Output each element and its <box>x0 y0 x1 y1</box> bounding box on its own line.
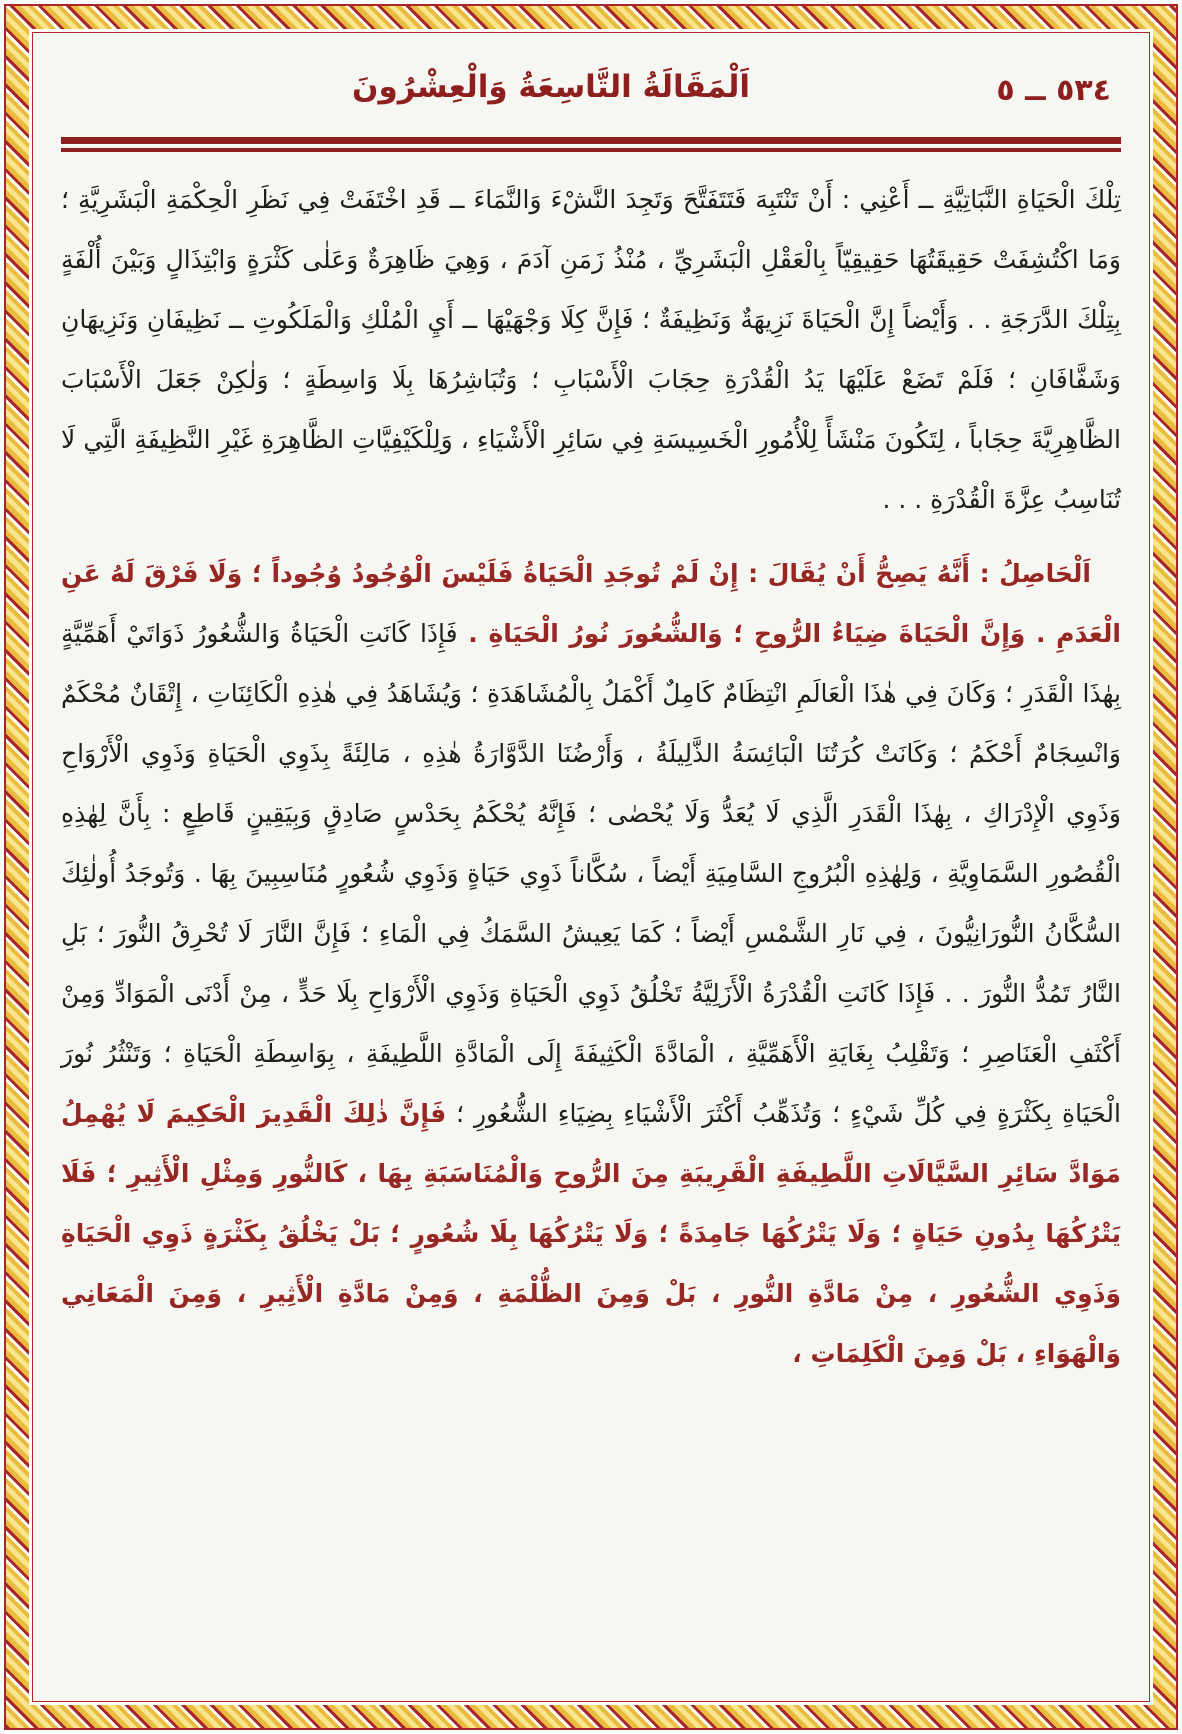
page-title: اَلْمَقَالَةُ التَّاسِعَةُ وَالْعِشْرُونَ <box>352 69 750 105</box>
body-text <box>61 170 1121 1384</box>
page-number: ٥٣٤ ــ ٥ <box>996 73 1111 108</box>
header-divider <box>61 137 1121 152</box>
divider-thick-line <box>61 137 1121 144</box>
page-content-panel <box>32 32 1150 1702</box>
paragraph-1: تِلْكَ الْحَيَاةِ النَّبَاتِيَّةِ ــ أَعْنِي : أَنْ تَنْتَبِهَ فَتَتَفَتَّحَ وَتَجِدَ النَّشْءَ وَالنَّمَاءَ ــ قَدِ اخْتَفَتْ فِي نَظَرِ الْحِكْمَةِ الْبَشَرِيَّةِ ؛ وَمَا اكْتُشِفَتْ حَقِيقَتُهَا حَقِيقِيّاً بِالْعَقْلِ الْبَشَرِيِّ ، مُنْذُ زَمَنِ آدَمَ ، وَهِيَ ظَاهِرَةٌ وَعَلٰى كَثْرَةٍ وَابْتِذَالٍ وَبَيْنَ أُلْفَةٍ بِتِلْكَ الدَّرَجَةِ . . وَأَيْضاً إِنَّ الْحَيَاةَ نَزِيهَةٌ وَنَظِيفَةٌ ؛ فَإِنَّ كِلَا وَجْهَيْهَا ــ أَيِ الْمُلْكِ وَالْمَلَكُوتِ ــ نَظِيفَانِ وَنَزِيهَانِ وَشَفَّافَانِ ؛ فَلَمْ تَضَعْ عَلَيْهَا يَدُ الْقُدْرَةِ حِجَابَ الْأَسْبَابِ ؛ وَتُبَاشِرُهَا بِلَا وَاسِطَةٍ ؛ وَلٰكِنْ جَعَلَ الْأَسْبَابَ الظَّاهِرِيَّةَ حِجَاباً ، لِتَكُونَ مَنْشَأً لِلْأُمُورِ الْخَسِيسَةِ فِي سَائِرِ الْأَشْيَاءِ ، وَلِلْكَيْفِيَّاتِ الظَّاهِرَةِ غَيْرِ النَّظِيفَةِ الَّتِي لَا تُنَاسِبُ عِزَّةَ الْقُدْرَةِ . . . <box>61 185 1121 514</box>
paragraph-2 <box>61 544 1121 1384</box>
paragraph-2-red-lead: اَلْحَاصِلُ : أَنَّهُ يَصِحُّ أَنْ يُقَالَ : إِنْ لَمْ تُوجَدِ الْحَيَاةُ فَلَيْسَ الْوُجُودُ وُجُوداً ؛ وَلَا فَرْقَ لَهُ عَنِ الْعَدَمِ . وَإِنَّ الْحَيَاةَ ضِيَاءُ الرُّوحِ ؛ وَالشُّعُورَ نُورُ الْحَيَاةِ . <box>61 559 1121 648</box>
paragraph-2-black-body: فَإِذَا كَانَتِ الْحَيَاةُ وَالشُّعُورُ ذَوَاتَيْ أَهَمِّيَّةٍ بِهٰذَا الْقَدَرِ ؛ وَكَانَ فِي هٰذَا الْعَالَمِ انْتِظَامٌ كَامِلٌ أَكْمَلُ بِالْمُشَاهَدَةِ ؛ وَيُشَاهَدُ فِي هٰذِهِ الْكَائِنَاتِ ، إِتْقَانٌ مُحْكَمٌ وَانْسِجَامٌ أَحْكَمُ ؛ وَكَانَتْ كُرَتُنَا الْبَائِسَةُ الذَّلِيلَةُ ، وَأَرْضُنَا الدَّوَّارَةُ هٰذِهِ ، مَالِئَةً بِذَوِي الْحَيَاةِ وَذَوِي الْأَرْوَاحِ وَذَوِي الْإِدْرَاكِ ، بِهٰذَا الْقَدَرِ الَّذِي لَا يُعَدُّ وَلَا يُحْصٰى ؛ فَإِنَّهُ يُحْكَمُ بِحَدْسٍ صَادِقٍ وَبِيَقِينٍ قَاطِعٍ : بِأَنَّ لِهٰذِهِ الْقُصُورِ السَّمَاوِيَّةِ ، وَلِهٰذِهِ الْبُرُوجِ السَّامِيَةِ أَيْضاً ، سُكَّاناً ذَوِي حَيَاةٍ وَذَوِي شُعُورٍ مُنَاسِبِينَ بِهَا . وَتُوجَدُ أُولٰئِكَ السُّكَّانُ النُّورَانِيُّونَ ، فِي نَارِ الشَّمْسِ أَيْضاً ؛ كَمَا يَعِيشُ السَّمَكُ فِي الْمَاءِ ؛ فَإِنَّ النَّارَ لَا تُحْرِقُ النُّورَ ؛ بَلِ النَّارُ تَمُدُّ النُّورَ . . فَإِذَا كَانَتِ الْقُدْرَةُ الْأَزَلِيَّةُ تَخْلُقُ ذَوِي الْحَيَاةِ وَذَوِي الْأَرْوَاحِ بِلَا حَدٍّ ، مِنْ أَدْنَى الْمَوَادِّ وَمِنْ أَكْثَفِ الْعَنَاصِرِ ؛ وَتَقْلِبُ بِغَايَةِ الْأَهَمِّيَّةِ ، الْمَادَّةَ الْكَثِيفَةَ إِلَى الْمَادَّةِ اللَّطِيفَةِ ، بِوَاسِطَةِ الْحَيَاةِ ؛ وَتَنْثُرُ نُورَ الْحَيَاةِ بِكَثْرَةٍ فِي كُلِّ شَيْءٍ ؛ وَتُذَهِّبُ أَكْثَرَ الْأَشْيَاءِ بِضِيَاءِ الشُّعُورِ ؛ <box>61 619 1121 1128</box>
paragraph-2-red-tail: فَإِنَّ ذٰلِكَ الْقَدِيرَ الْحَكِيمَ لَا يُهْمِلُ مَوَادَّ سَائِرِ السَّيَّالَاتِ اللَّطِيفَةِ الْقَرِيبَةِ مِنَ الرُّوحِ وَالْمُنَاسَبَةِ بِهَا ، كَالنُّورِ وَمِثْلِ الْأَثِيرِ ؛ فَلَا يَتْرُكُهَا بِدُونِ حَيَاةٍ ؛ وَلَا يَتْرُكُهَا جَامِدَةً ؛ وَلَا يَتْرُكُهَا بِلَا شُعُورٍ ؛ بَلْ يَخْلُقُ بِكَثْرَةٍ ذَوِي الْحَيَاةِ وَذَوِي الشُّعُورِ ، مِنْ مَادَّةِ النُّورِ ، بَلْ وَمِنَ الظُّلْمَةِ ، وَمِنْ مَادَّةِ الْأَثِيرِ ، وَمِنَ الْمَعَانِي وَالْهَوَاءِ ، بَلْ وَمِنَ الْكَلِمَاتِ ، <box>61 1099 1121 1368</box>
page-header <box>61 59 1121 123</box>
divider-thin-line <box>61 148 1121 152</box>
